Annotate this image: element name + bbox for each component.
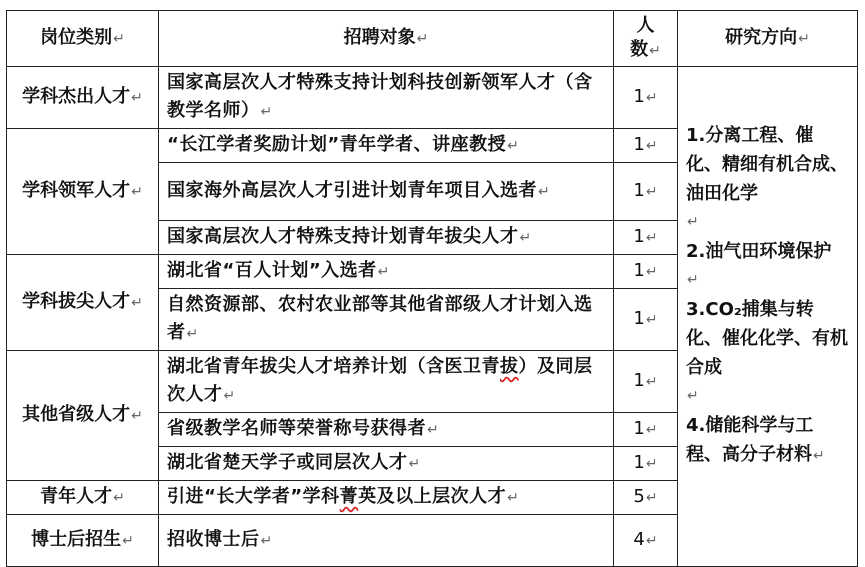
category-cell: 博士后招生↵ bbox=[7, 515, 159, 567]
header-target: 招聘对象↵ bbox=[159, 11, 614, 67]
category-cell: 学科拔尖人才↵ bbox=[7, 255, 159, 351]
target-cell: 湖北省“百人计划”入选者↵ bbox=[159, 255, 614, 289]
table-row bbox=[7, 67, 858, 129]
category-cell: 青年人才↵ bbox=[7, 481, 159, 515]
target-cell: 国家海外高层次人才引进计划青年项目入选者↵ bbox=[159, 163, 614, 221]
header-research: 研究方向↵ bbox=[678, 11, 858, 67]
count-cell: 4↵ bbox=[614, 515, 678, 567]
target-cell: 国家高层次人才特殊支持计划科技创新领军人才（含教学名师）↵ bbox=[159, 67, 614, 129]
target-cell: 招收博士后↵ bbox=[159, 515, 614, 567]
count-cell: 1↵ bbox=[614, 413, 678, 447]
category-cell: 其他省级人才↵ bbox=[7, 351, 159, 481]
target-cell: 国家高层次人才特殊支持计划青年拔尖人才↵ bbox=[159, 221, 614, 255]
research-item-3: 3.CO₂捕集与转化、催化化学、有机合成 bbox=[686, 299, 848, 378]
header-category: 岗位类别↵ bbox=[7, 11, 159, 67]
category-cell: 学科领军人才↵ bbox=[7, 129, 159, 255]
target-cell: 自然资源部、农村农业部等其他省部级人才计划入选者↵ bbox=[159, 289, 614, 351]
research-item-2: 2.油气田环境保护 bbox=[686, 241, 832, 262]
count-cell: 5↵ bbox=[614, 481, 678, 515]
target-cell: 湖北省楚天学子或同层次人才↵ bbox=[159, 447, 614, 481]
header-count: 人 数↵ bbox=[614, 11, 678, 67]
count-cell: 1↵ bbox=[614, 129, 678, 163]
count-cell: 1↵ bbox=[614, 163, 678, 221]
research-item-1: 1.分离工程、催化、精细有机合成、油田化学 bbox=[686, 125, 848, 204]
count-cell: 1↵ bbox=[614, 351, 678, 413]
research-item-4: 4.储能科学与工程、高分子材料↵ bbox=[686, 415, 825, 465]
target-cell: 湖北省青年拔尖人才培养计划（含医卫青拔）及同层次人才↵ bbox=[159, 351, 614, 413]
category-cell: 学科杰出人才↵ bbox=[7, 67, 159, 129]
count-cell: 1↵ bbox=[614, 67, 678, 129]
count-cell: 1↵ bbox=[614, 255, 678, 289]
recruitment-table bbox=[6, 10, 858, 567]
research-directions-cell: 1.分离工程、催化、精细有机合成、油田化学 ↵ 2.油气田环境保护 ↵ 3.CO₂捕集与转化、催化化学、有机合成 ↵ 4.储能科学与工程、高分子材料↵ bbox=[678, 67, 858, 567]
target-cell: 省级教学名师等荣誉称号获得者↵ bbox=[159, 413, 614, 447]
count-cell: 1↵ bbox=[614, 221, 678, 255]
count-cell: 1↵ bbox=[614, 447, 678, 481]
target-cell: “长江学者奖励计划”青年学者、讲座教授↵ bbox=[159, 129, 614, 163]
header-row bbox=[7, 11, 858, 67]
target-cell: 引进“长大学者”学科菁英及以上层次人才↵ bbox=[159, 481, 614, 515]
count-cell: 1↵ bbox=[614, 289, 678, 351]
